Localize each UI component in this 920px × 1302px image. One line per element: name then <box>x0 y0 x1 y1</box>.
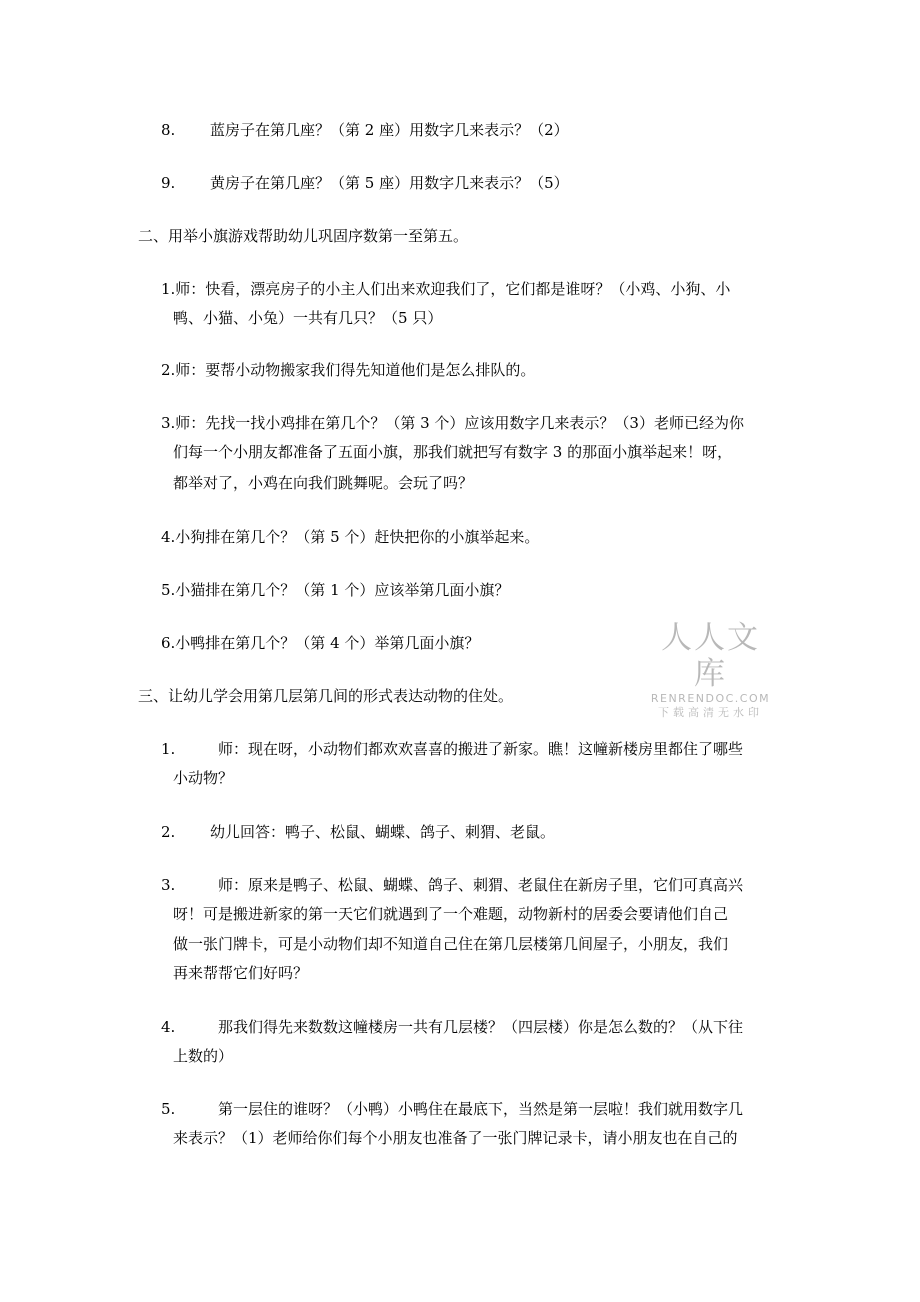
s3-q4-line1: 那我们得先来数数这幢楼房一共有几层楼？（四层楼）你是怎么数的？（从下往 <box>218 1018 744 1036</box>
s3-q1-line2: 小动物？ <box>173 769 234 787</box>
s2-p2: 2.师：要帮小动物搬家我们得先知道他们是怎么排队的。 <box>161 361 536 379</box>
s2-p1-line2: 鸭、小猫、小兔）一共有几只？（5 只） <box>173 309 443 327</box>
watermark-site: RENRENDOC.COM <box>650 692 771 705</box>
s2-p6: 6.小鸭排在第几个？（第 4 个）举第几面小旗？ <box>161 634 480 652</box>
item-9-text: 黄房子在第几座？（第 5 座）用数字几来表示？（5） <box>210 174 569 192</box>
s2-p5: 5.小猫排在第几个？（第 1 个）应该举第几面小旗？ <box>161 581 510 599</box>
watermark-title: 人人文库 <box>661 620 760 692</box>
s2-p1-line1: 1.师：快看，漂亮房子的小主人们出来欢迎我们了，它们都是谁呀？（小鸡、小狗、小 <box>161 280 731 298</box>
s3-q5-line1: 第一层住的谁呀？（小鸭）小鸭住在最底下，当然是第一层啦！我们就用数字几 <box>218 1100 744 1118</box>
s3-q4-number: 4. <box>161 1018 176 1036</box>
item-8-text: 蓝房子在第几座？（第 2 座）用数字几来表示？（2） <box>210 121 569 139</box>
s3-q2-line1: 幼儿回答：鸭子、松鼠、蝴蝶、鸽子、刺猬、老鼠。 <box>210 823 556 841</box>
s3-q5-number: 5. <box>161 1100 176 1118</box>
s2-p3-line1: 3.师：先找一找小鸡排在第几个？（第 3 个）应该用数字几来表示？（3）老师已经为你 <box>161 414 744 432</box>
s3-q4-line2: 上数的） <box>173 1047 234 1065</box>
s3-q3-line4: 再来帮帮它们好吗？ <box>173 964 309 982</box>
watermark-tag: 下载高清无水印 <box>658 706 763 719</box>
s3-q1-line1: 师：现在呀，小动物们都欢欢喜喜的搬进了新家。瞧！这幢新楼房里都住了哪些 <box>218 740 744 758</box>
s2-p4: 4.小狗排在第几个？（第 5 个）赶快把你的小旗举起来。 <box>161 528 540 546</box>
s3-q3-line2: 呀！可是搬进新家的第一天它们就遇到了一个难题，动物新村的居委会要请他们自己 <box>173 905 729 923</box>
s3-q3-number: 3. <box>161 876 176 894</box>
item-8-number: 8. <box>161 121 176 139</box>
s3-q5-line2: 来表示？（1）老师给你们每个小朋友也准备了一张门牌记录卡，请小朋友也在自己的 <box>173 1129 738 1147</box>
section-2-heading: 二、用举小旗游戏帮助幼儿巩固序数第一至第五。 <box>138 227 469 245</box>
s2-p3-line2: 们每一个小朋友都准备了五面小旗，那我们就把写有数字 3 的那面小旗举起来！呀， <box>173 443 733 461</box>
s2-p3-line3: 都举对了，小鸡在向我们跳舞呢。会玩了吗？ <box>173 474 474 492</box>
watermark <box>648 620 773 720</box>
s3-q2-number: 2. <box>161 823 176 841</box>
s3-q1-number: 1. <box>161 740 176 758</box>
item-9-number: 9. <box>161 174 176 192</box>
s3-q3-line1: 师：原来是鸭子、松鼠、蝴蝶、鸽子、刺猬、老鼠住在新房子里，它们可真高兴 <box>218 876 744 894</box>
s3-q3-line3: 做一张门牌卡，可是小动物们却不知道自己住在第几层楼第几间屋子，小朋友，我们 <box>173 935 729 953</box>
section-3-heading: 三、让幼儿学会用第几层第几间的形式表达动物的住处。 <box>138 687 514 705</box>
